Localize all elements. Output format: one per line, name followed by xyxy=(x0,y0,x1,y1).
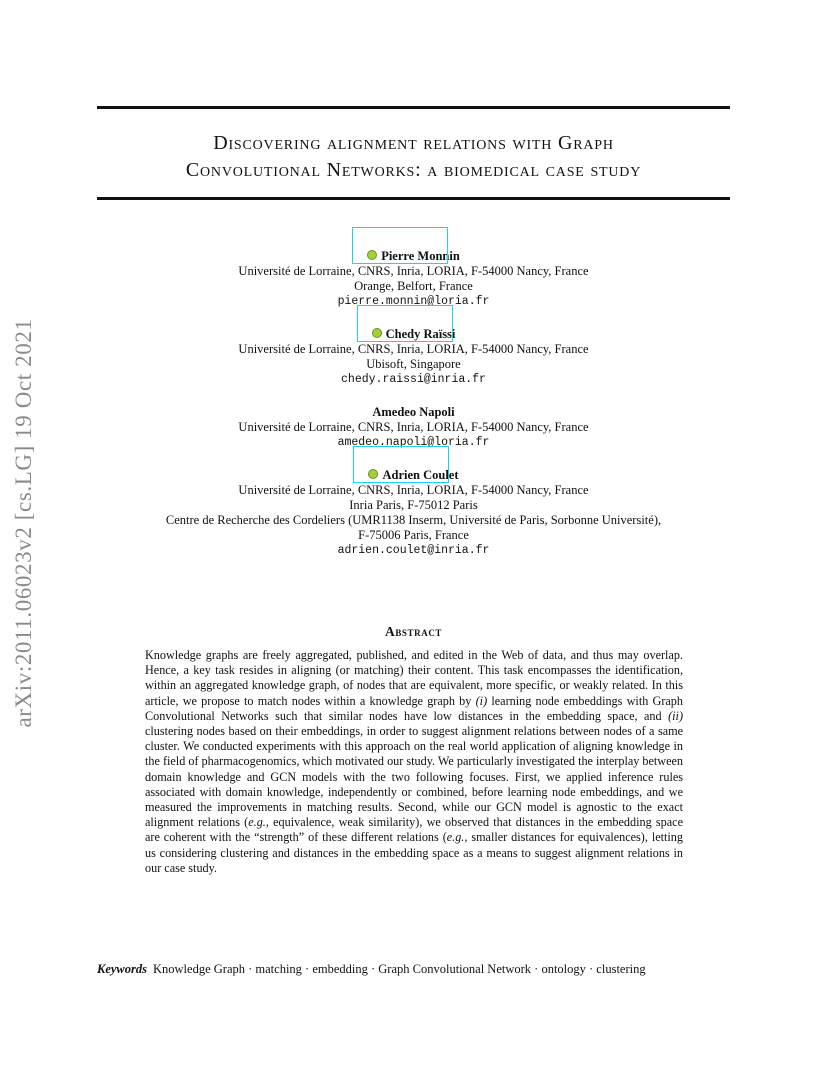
abstract-heading: Abstract xyxy=(384,624,443,639)
orcid-icon[interactable] xyxy=(372,328,382,338)
affiliation: Université de Lorraine, CNRS, Inria, LORIA, F-54000 Nancy, France xyxy=(238,420,589,434)
keywords xyxy=(97,962,730,977)
author-name-link[interactable]: Chedy Raïssi xyxy=(372,327,456,342)
author-block xyxy=(97,405,730,450)
author-email: chedy.raissi@inria.fr xyxy=(341,373,486,386)
affiliation: Université de Lorraine, CNRS, Inria, LORIA, F-54000 Nancy, France xyxy=(238,483,589,497)
author-block xyxy=(97,468,730,558)
author-email: amedeo.napoli@loria.fr xyxy=(337,436,490,449)
affiliation: Ubisoft, Singapore xyxy=(366,357,461,371)
author-email: pierre.monnin@loria.fr xyxy=(337,295,490,308)
author-name-link[interactable]: Adrien Coulet xyxy=(368,468,458,483)
author-block xyxy=(97,327,730,387)
affiliation: Orange, Belfort, France xyxy=(354,279,473,293)
title-line-1: Discovering alignment relations with Graph xyxy=(213,132,614,154)
arxiv-identifier: arXiv:2011.06023v2 [cs.LG] 19 Oct 2021 xyxy=(11,318,36,728)
affiliation: F-75006 Paris, France xyxy=(358,528,469,542)
orcid-icon[interactable] xyxy=(367,250,377,260)
author-block xyxy=(97,249,730,309)
author-name-link[interactable]: Pierre Monnin xyxy=(367,249,460,264)
title-top-rule xyxy=(97,106,730,109)
author-list xyxy=(97,249,730,576)
keywords-label: Keywords xyxy=(97,962,147,976)
title-bottom-rule xyxy=(97,197,730,200)
keywords-list: Knowledge Graph · matching · embedding · Graph Convolutional Network · ontology · clustering xyxy=(153,962,646,976)
abstract-body: Knowledge graphs are freely aggregated, published, and edited in the Web of data, and thus may overlap. Hence, a key task resides in aligning (or matching) their content. This task encompasses the identification, within an aggregated knowledge graph, of nodes that are equivalent, more specific, or weakly related. In this article, we propose to match nodes within a knowledge graph by (i) learning node embeddings with Graph Convolutional Networks such that similar nodes have low distances in the embedding space, and (ii) clustering nodes based on their embeddings, in order to suggest alignment relations between nodes of a same cluster. We conducted experiments with this approach on the real world application of aligning knowledge in the field of pharmacogenomics, which motivated our study. We particularly investigated the interplay between domain knowledge and GCN models with the two following focuses. First, we applied inference rules associated with domain knowledge, independently or combined, before learning node embeddings, and we measured the improvements in matching results. Second, while our GCN model is agnostic to the exact alignment relations (e.g., equivalence, weak similarity), we observed that distances in the embedding space are coherent with the “strength” of these different relations (e.g., smaller distances for equivalences), letting us considering clustering and distances in the embedding space as a means to suggest alignment relations in our case study. xyxy=(145,648,683,875)
author-name: Amedeo Napoli xyxy=(372,405,455,419)
affiliation: Centre de Recherche des Cordeliers (UMR1138 Inserm, Université de Paris, Sorbonne Université), xyxy=(165,513,662,527)
title-line-2: Convolutional Networks: a biomedical case study xyxy=(185,159,642,181)
affiliation: Inria Paris, F-75012 Paris xyxy=(349,498,478,512)
orcid-icon[interactable] xyxy=(368,469,378,479)
paper-title xyxy=(97,130,730,184)
affiliation: Université de Lorraine, CNRS, Inria, LORIA, F-54000 Nancy, France xyxy=(238,264,589,278)
affiliation: Université de Lorraine, CNRS, Inria, LORIA, F-54000 Nancy, France xyxy=(238,342,589,356)
author-email: adrien.coulet@inria.fr xyxy=(337,544,490,557)
